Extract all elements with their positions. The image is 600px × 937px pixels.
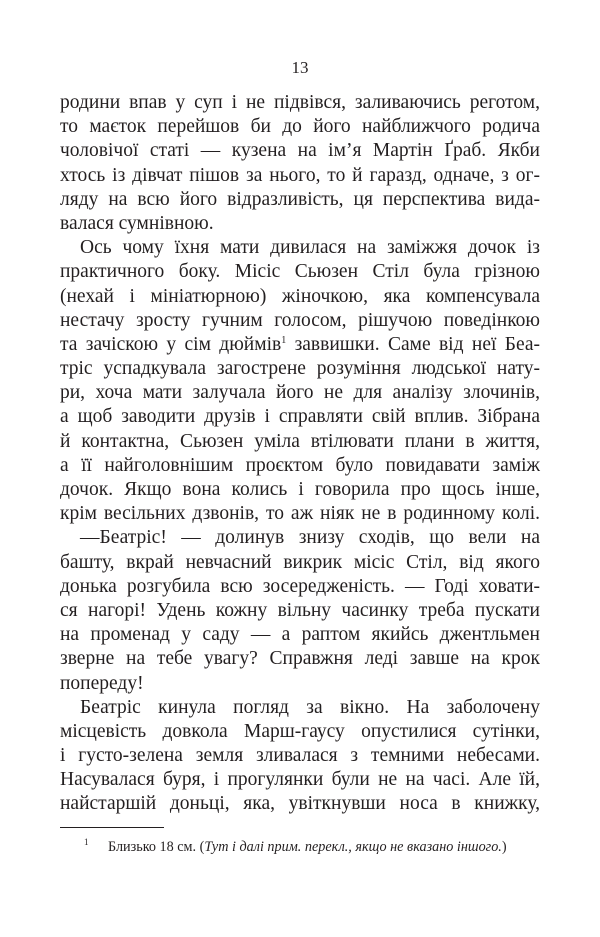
body-text [60, 91, 540, 817]
footnote-italic-text: Тут і далі прим. перекл., якщо не вказано іншого. [204, 839, 502, 855]
text-line: дочок. Якщо вона колись і говорила про щось інше, [60, 479, 540, 500]
text-segment: та зачіскою у сім дюймів [60, 333, 282, 355]
text-line: валася сумнівною. [60, 212, 214, 234]
text-line: практичного боку. Місіс Сьюзен Стіл була грізною [60, 261, 540, 283]
text-line: башту, вкрай невчасний викрик місіс Стіл, від якого [60, 551, 540, 573]
footnote-mark: 1 [84, 837, 89, 847]
footnote-divider [60, 827, 164, 828]
text-line: чоловічої статі — кузена на ім’я Мартін Ґраб. Якби [60, 140, 540, 162]
text-line: донька розгубила всю зосередженість. — Годі ховати- [60, 575, 540, 597]
text-line: Беатріс кинула погляд за вікно. На заболочену [80, 696, 540, 718]
text-line: місцевість довкола Марш-гаусу опустилися сутінки, [60, 720, 540, 742]
text-line: зверне на тебе увагу? Справжня леді завше на крок [60, 648, 540, 670]
text-line: (нехай і мініатюрною) жіночкою, яка компенсувала [60, 285, 540, 307]
text-line: хтось із дівчат пішов за нього, то й гаразд, одначе, з ог- [60, 164, 540, 186]
text-line: крім весільних дзвонів, то аж ніяк не в родинному колі. [60, 503, 540, 525]
text-line: і густо-зелена земля зливалася з темними небесами. [60, 745, 540, 767]
text-line: то маєток перейшов би до його найближчого родича [60, 116, 540, 138]
text-line: на променад у саду — а раптом якийсь джентльмен [60, 624, 540, 646]
footnote-text: Близько 18 см. ( [108, 839, 205, 855]
text-line: а її найголовнішим проєктом було повидавати заміж [60, 454, 540, 476]
text-line: ся нагорі! Удень кожну вільну часинку треба пускати [60, 599, 540, 621]
page-number: 13 [291, 58, 309, 77]
text-line-with-footnote [60, 333, 540, 357]
text-line: й контактна, Сьюзен уміла втілювати плани в життя, [60, 430, 540, 452]
text-line: Ось чому їхня мати дивилася на заміжжя дочок із [80, 237, 540, 259]
text-line: найстаршій доньці, яка, увіткнувши носа в книжку, [60, 793, 540, 815]
text-segment: заввишки. Саме від неї Беа- [286, 333, 540, 355]
text-line: ляду на всю його відразливість, ця перспектива вида- [60, 188, 540, 210]
footnote-body [108, 837, 507, 857]
text-line: попереду! [60, 672, 144, 694]
text-line: Насувалася буря, і прогулянки були не на часі. Але їй, [60, 769, 540, 791]
text-line: а щоб заводити друзів і справляти свій вплив. Зібрана [60, 406, 540, 428]
text-line: родини впав у суп і не підвівся, заливаючись реготом, [60, 92, 540, 113]
text-line: —Беатріс! — долинув знизу сходів, що вели на [80, 527, 540, 549]
footnote-close: ) [501, 839, 507, 855]
text-line: ри, хоча мати залучала його не для аналізу злочинів, [60, 382, 540, 404]
text-line: тріс успадкувала загострене розуміння людської нату- [60, 358, 540, 380]
footnote-reference[interactable]: 1 [281, 334, 287, 346]
text-line: нестачу зросту гучним голосом, рішучою поведінкою [60, 309, 540, 331]
